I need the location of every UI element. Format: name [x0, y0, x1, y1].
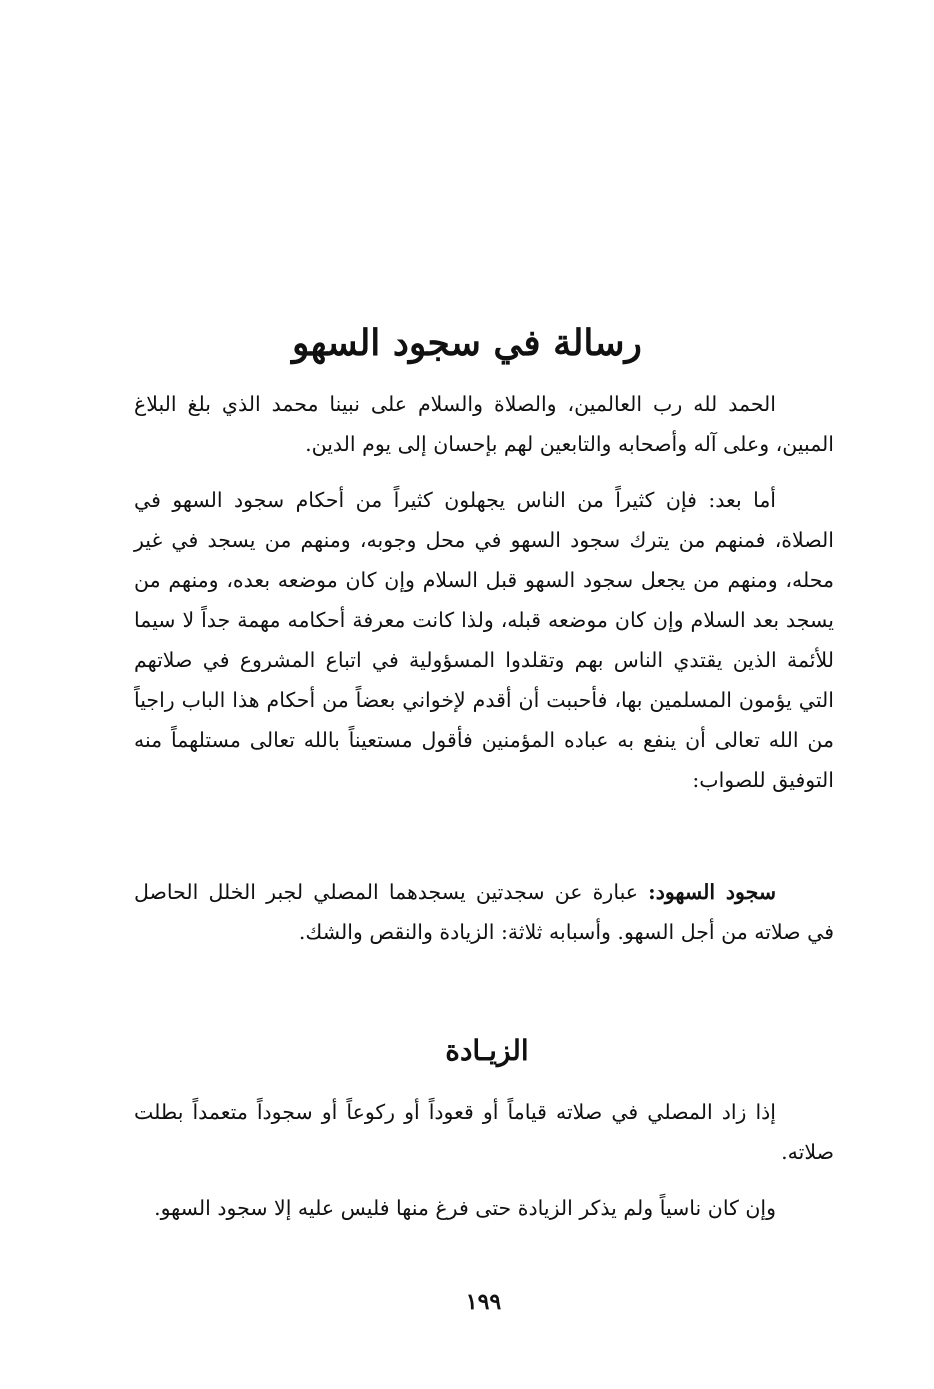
forgetting-rule-paragraph: وإن كان ناسياً ولم يذكر الزيادة حتى فرغ منها فليس عليه إلا سجود السهو.: [154, 1196, 776, 1220]
page-number: ١٩٩: [465, 1289, 502, 1315]
definition-paragraph: [134, 872, 834, 952]
page-title: رسالة في سجود السهو: [292, 322, 642, 364]
definition-term: سجود السهود:: [648, 880, 777, 904]
introduction-paragraph: أما بعد: فإن كثيراً من الناس يجهلون كثيراً من أحكام سجود السهو في الصلاة، فمنهم من يترك سجود السهو في محل وجوبه، ومنهم من يسجد في غير محله، ومنهم من يجعل سجود السهو قبل السلام وإن كان موضعه بعده، ومنهم من يسجد بعد السلام وإن كان موضعه قبله، ولذا كانت معرفة أحكامه مهمة جداً لا سيما للأئمة الذين يقتدي الناس بهم وتقلدوا المسؤولية في اتباع المشروع في صلاتهم التي يؤمون المسلمين بها، فأحببت أن أقدم لإخواني بعضاً من أحكام هذا الباب راجياً من الله تعالى أن ينفع به عباده المؤمنين فأقول مستعيناً بالله تعالى مستلهماً منه التوفيق للصواب:: [134, 488, 834, 792]
addition-rule-paragraph: إذا زاد المصلي في صلاته قياماً أو قعوداً أو ركوعاً أو سجوداً متعمداً بطلت صلاته.: [134, 1100, 834, 1164]
opening-paragraph: الحمد لله رب العالمين، والصلاة والسلام على نبينا محمد الذي بلغ البلاغ المبين، وعلى آله وأصحابه والتابعين لهم بإحسان إلى يوم الدين.: [134, 392, 834, 456]
section-heading: الزيـادة: [445, 1034, 529, 1067]
definition-text: عبارة عن سجدتين يسجدهما المصلي لجبر الخلل الحاصل في صلاته من أجل السهو. وأسبابه ثلاثة: الزيادة والنقص والشك.: [134, 880, 834, 944]
